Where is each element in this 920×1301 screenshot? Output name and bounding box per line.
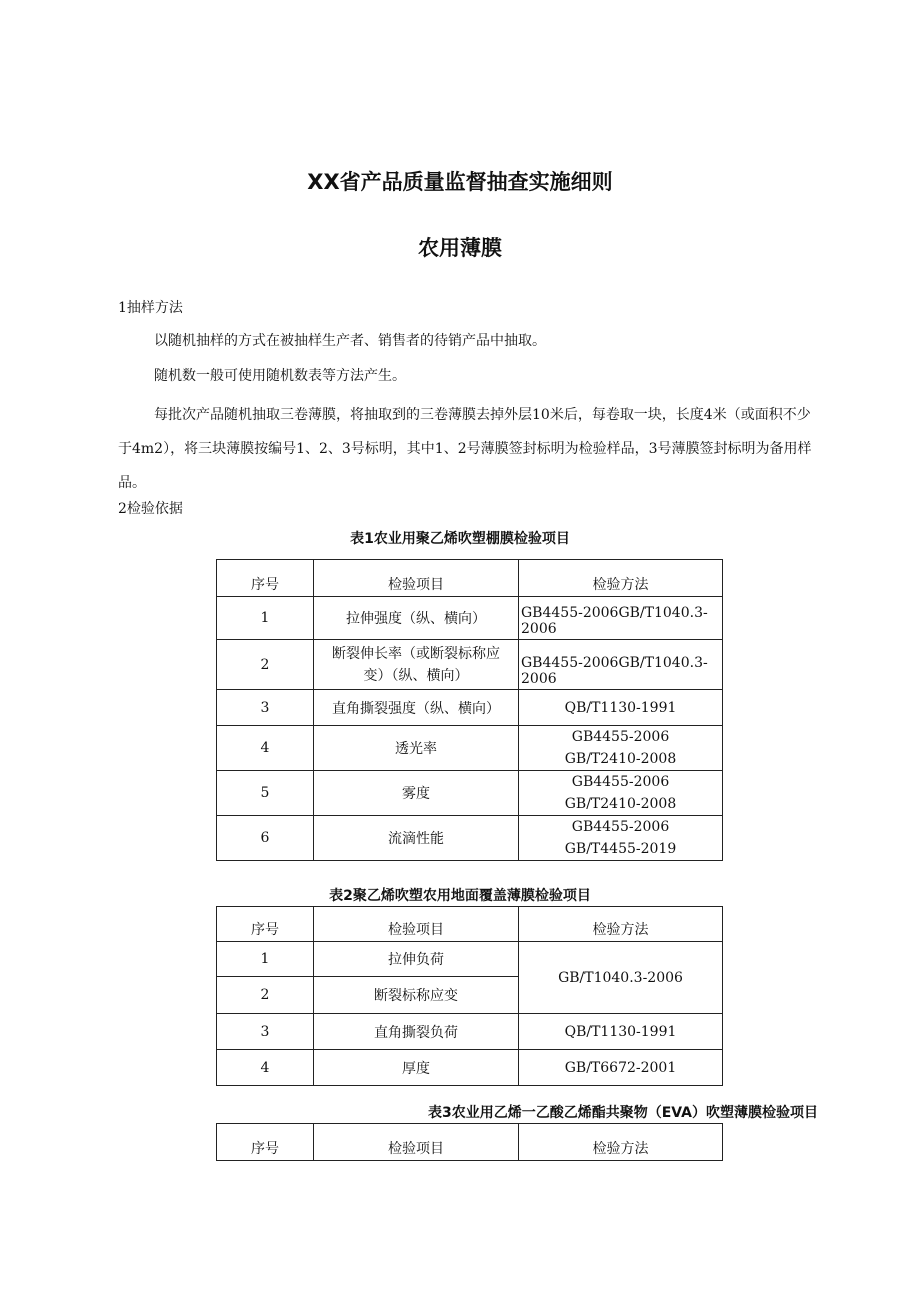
row-no: 2 [217,640,314,690]
header-no: 序号 [217,1124,314,1161]
paragraph-random-number: 随机数一般可使用随机数表等方法产生。 [154,368,406,384]
row-method-line: GB/T4455-2019 [564,841,677,857]
table-1-caption: 表1农业用聚乙烯吹塑棚膜检验项目 [350,531,570,547]
table-header-row [217,1124,723,1161]
document-title: XX省产品质量监督抽查实施细则 [307,170,613,194]
row-no: 4 [217,1050,314,1086]
document-subtitle: 农用薄膜 [418,236,502,260]
row-item-line: 断裂伸长率（或断裂标称应 [332,645,500,662]
row-method [519,726,723,771]
row-method-line: GB4455-2006 [571,774,670,790]
row-item: 拉伸负荷 [314,942,519,977]
table-row [217,816,723,861]
row-method-line: GB4455-2006 [571,819,670,835]
row-item: 流滴性能 [314,816,519,861]
row-method: GB4455-2006GB/T1040.3-2006 [519,640,723,690]
row-item: 直角撕裂强度（纵、横向） [314,690,519,726]
header-method: 检验方法 [519,560,723,597]
row-no: 4 [217,726,314,771]
table-3-caption: 表3农业用乙烯一乙酸乙烯酯共聚物（EVA）吹塑薄膜检验项目 [427,1105,818,1121]
header-no: 序号 [217,560,314,597]
header-item: 检验项目 [314,1124,519,1161]
table-header-row [217,907,723,942]
table-row [217,1014,723,1050]
row-method [519,771,723,816]
table-row [217,942,723,977]
row-item: 厚度 [314,1050,519,1086]
table-row [217,597,723,640]
table-2 [216,906,723,1086]
row-method-line: GB/T2410-2008 [564,751,677,767]
row-item-line: 变）（纵、横向） [363,667,469,684]
header-item: 检验项目 [314,560,519,597]
header-method: 检验方法 [519,1124,723,1161]
table-row [217,640,723,690]
row-no: 1 [217,942,314,977]
row-method [519,816,723,861]
row-no: 2 [217,977,314,1014]
row-item: 透光率 [314,726,519,771]
row-method-line: GB4455-2006 [571,729,670,745]
table-header-row [217,560,723,597]
table-row [217,690,723,726]
row-no: 5 [217,771,314,816]
table-3 [216,1123,723,1161]
row-method-line: GB/T2410-2008 [564,796,677,812]
table-row [217,771,723,816]
table-row [217,1050,723,1086]
header-method: 检验方法 [519,907,723,942]
row-method: GB4455-2006GB/T1040.3-2006 [519,597,723,640]
row-no: 1 [217,597,314,640]
row-item [314,640,519,690]
table-row [217,726,723,771]
table-2-caption: 表2聚乙烯吹塑农用地面覆盖薄膜检验项目 [329,888,591,904]
row-item: 断裂标称应变 [314,977,519,1014]
row-method: GB/T6672-2001 [519,1050,723,1086]
section-2-heading: 2检验依据 [118,501,183,517]
row-no: 6 [217,816,314,861]
row-method-merged: GB/T1040.3-2006 [519,942,723,1014]
row-method: QB/T1130-1991 [519,690,723,726]
row-no: 3 [217,690,314,726]
header-item: 检验项目 [314,907,519,942]
table-1 [216,559,723,861]
row-item: 直角撕裂负荷 [314,1014,519,1050]
row-item: 拉伸强度（纵、横向） [314,597,519,640]
section-1-heading: 1抽样方法 [118,300,183,316]
row-item: 雾度 [314,771,519,816]
paragraph-sampling-procedure: 每批次产品随机抽取三卷薄膜，将抽取到的三卷薄膜去掉外层10米后，每卷取一块，长度4米（或面积不少于4m2），将三块薄膜按编号1、2、3号标明，其中1、2号薄膜签封标明为检验样品，3号薄膜签封标明为备用样品。 [118,407,812,491]
row-no: 3 [217,1014,314,1050]
paragraph-sampling-scope: 以随机抽样的方式在被抽样生产者、销售者的待销产品中抽取。 [154,333,546,349]
row-method: QB/T1130-1991 [519,1014,723,1050]
header-no: 序号 [217,907,314,942]
